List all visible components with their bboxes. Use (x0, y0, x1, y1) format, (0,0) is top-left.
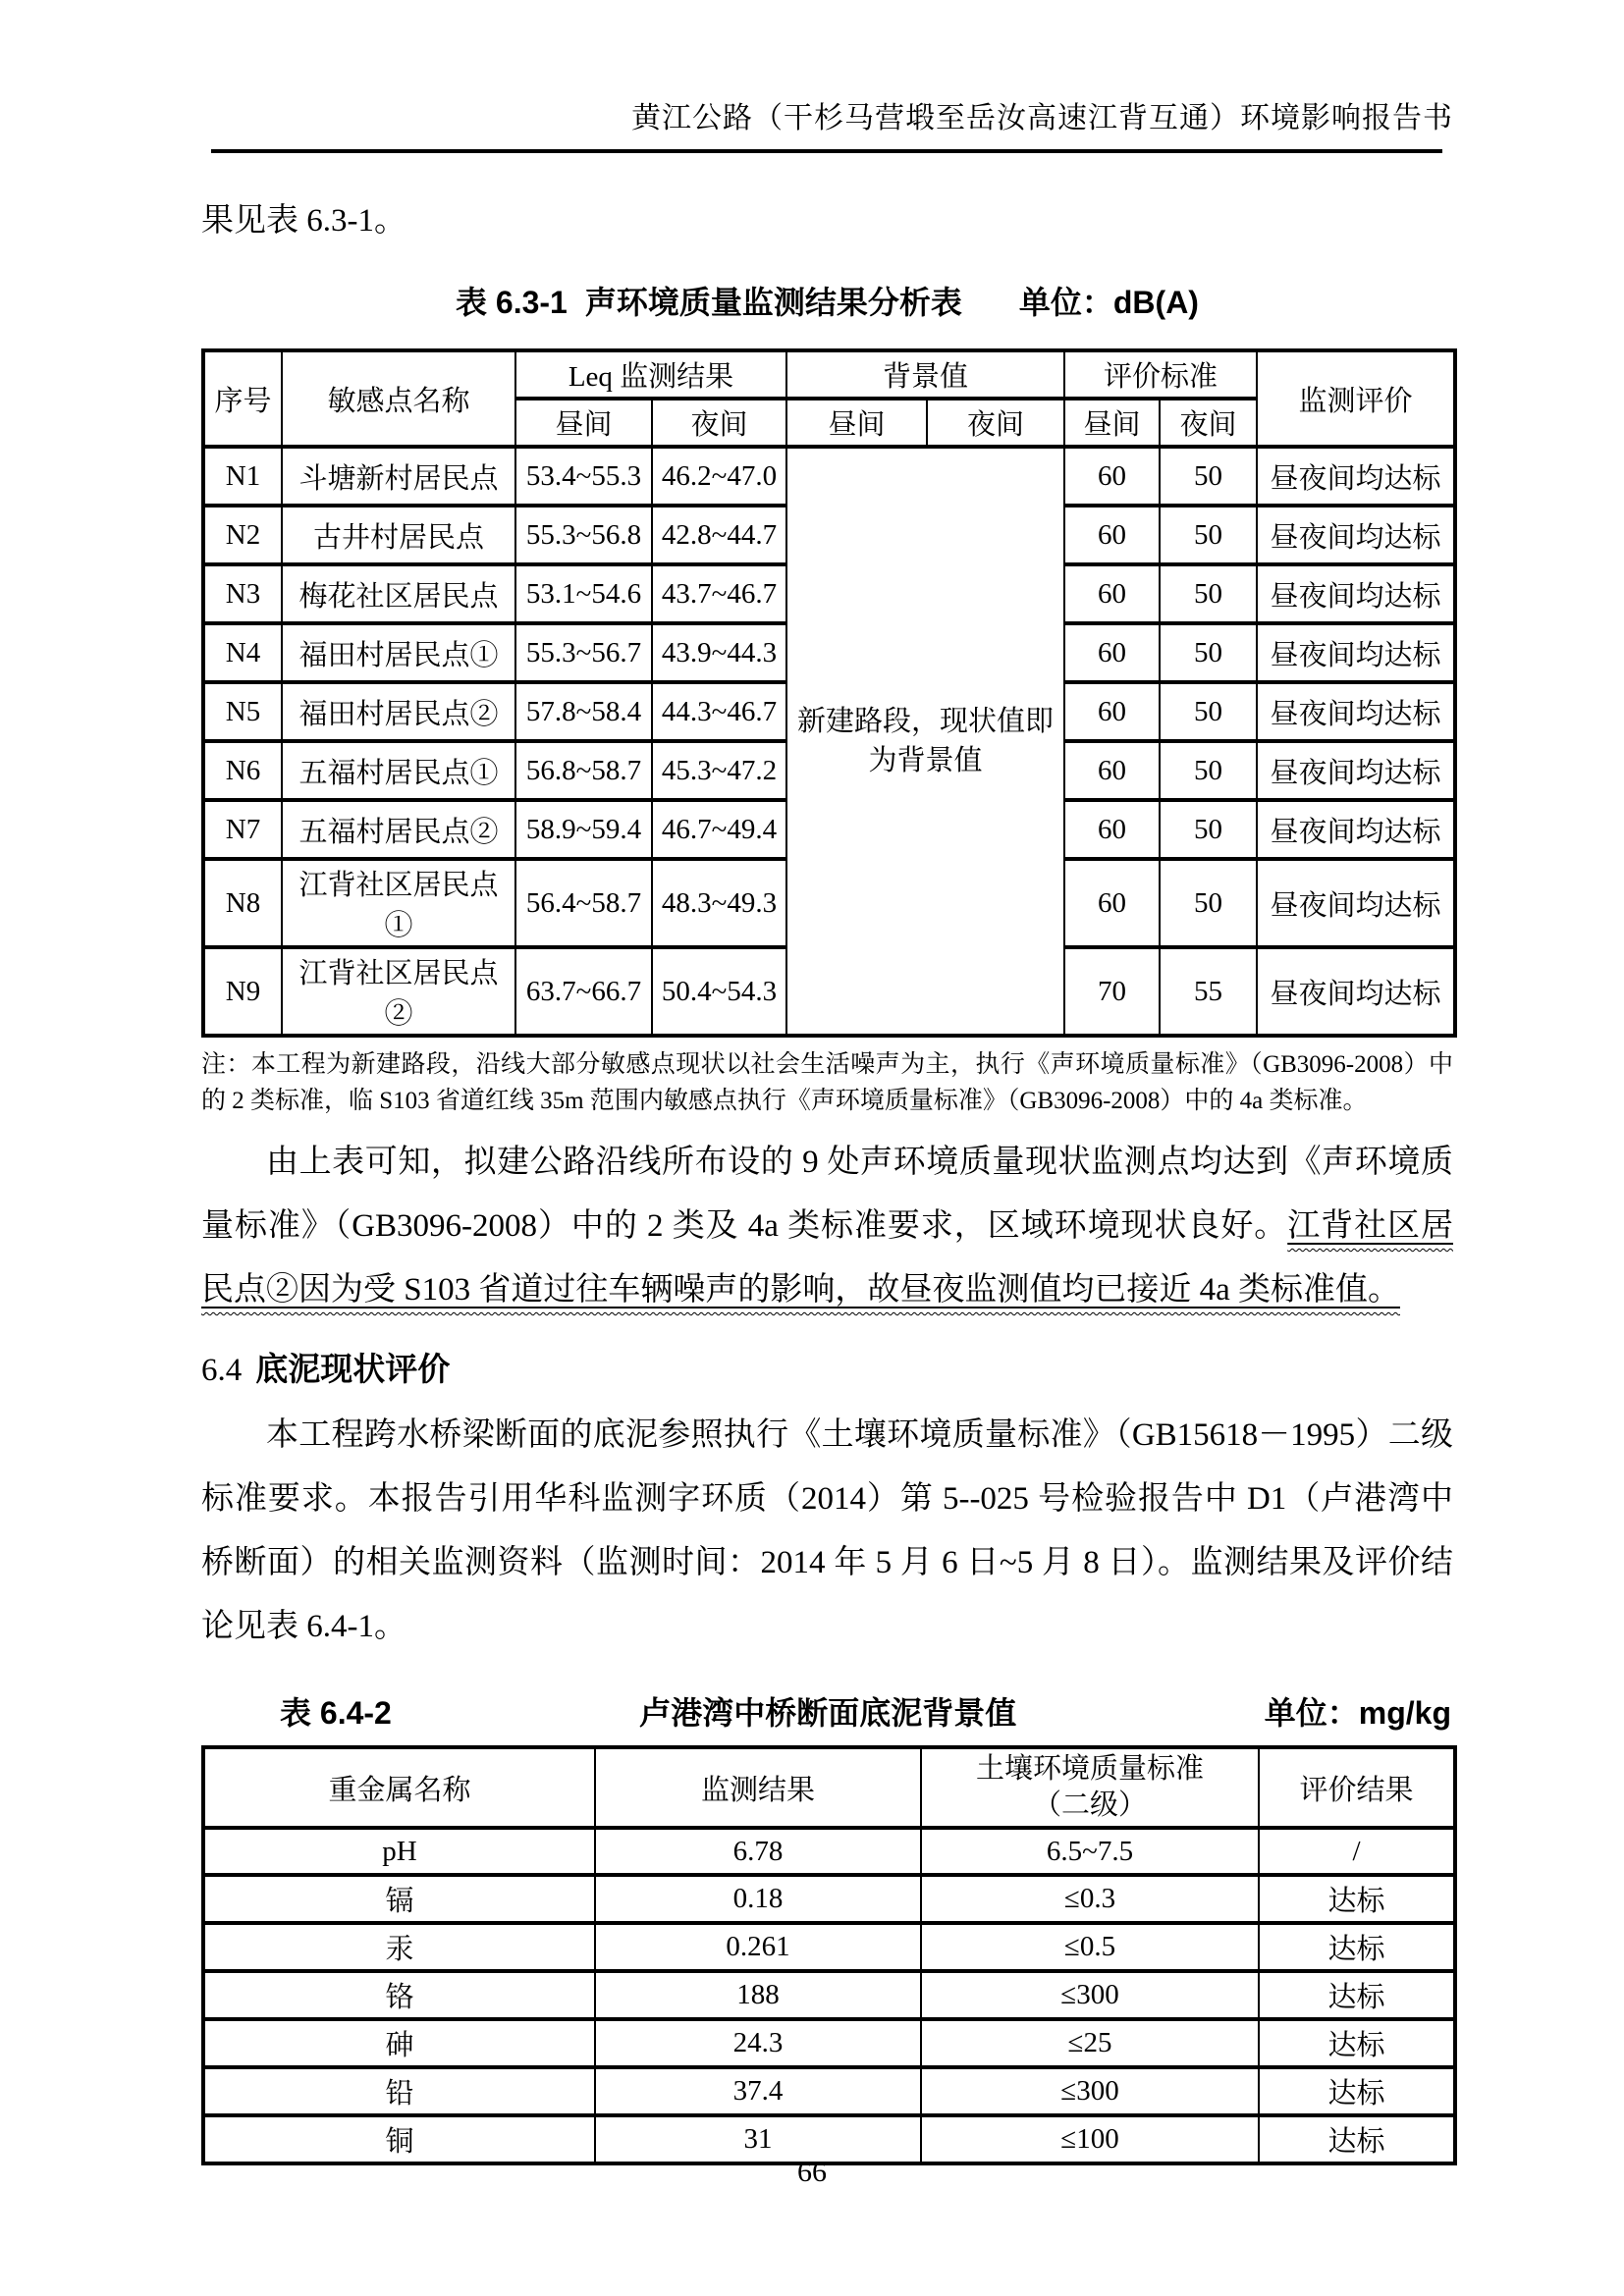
cell-name: 梅花社区居民点 (282, 564, 515, 623)
cell-eval: 昼夜间均达标 (1257, 564, 1455, 623)
sediment-paragraph: 本工程跨水桥梁断面的底泥参照执行《土壤环境质量标准》（GB15618－1995）二级标准要求。本报告引用华科监测字环质（2014）第 5--025 号检验报告中 D1（卢港湾中桥断面）的相关监测资料（监测时间：2014 年 5 月 6 日~5 月 8 日）。监测结果及评价结论见表 6.4-1。 (201, 1417, 1453, 1644)
cell-standard: 6.5~7.5 (921, 1828, 1259, 1875)
cell-eval: 达标 (1259, 1923, 1455, 1971)
noise-table-caption-label: 表 6.3-1 (456, 285, 568, 320)
section-number: 6.4 (201, 1353, 243, 1388)
sediment-background-table (201, 1745, 1457, 2165)
cell-result: 0.261 (595, 1923, 921, 1971)
analysis-text-normal: 由上表可知，拟建公路沿线所布设的 9 处声环境质量现状监测点均达到《声环境质量标准》（GB3096-2008）中的 2 类及 4a 类标准要求，区域环境现状良好。 (201, 1145, 1453, 1244)
cell-leq-day: 56.8~58.7 (515, 741, 652, 800)
header-std-day: 昼间 (1064, 399, 1160, 447)
analysis-text-underlined: 江背社区居民点②因为受 S103 省道过往车辆噪声的影响，故昼夜监测值均已接近 4a 类标准值。 (201, 1208, 1454, 1308)
cell-std-night: 50 (1160, 741, 1257, 800)
header-std-night: 夜间 (1160, 399, 1257, 447)
cell-result: 188 (595, 1971, 921, 2019)
cell-std-day: 60 (1064, 800, 1160, 859)
sediment-row (203, 1923, 1455, 1971)
cell-standard: ≤0.3 (921, 1875, 1259, 1923)
cell-no: N6 (203, 741, 282, 800)
cell-eval: / (1259, 1828, 1455, 1875)
section-title: 底泥现状评价 (255, 1351, 451, 1387)
cell-std-night: 50 (1160, 506, 1257, 564)
header-result: 监测结果 (595, 1747, 921, 1828)
cell-metal: 铬 (203, 1971, 595, 2019)
noise-table-header-row-1 (203, 350, 1455, 399)
cell-metal: 砷 (203, 2019, 595, 2067)
sediment-row (203, 1971, 1455, 2019)
cell-eval: 达标 (1259, 2067, 1455, 2115)
intro-text: 果见表 6.3-1。 (201, 203, 406, 239)
cell-standard: ≤100 (921, 2115, 1259, 2163)
page-number: 66 (797, 2156, 827, 2188)
noise-monitoring-table (201, 348, 1457, 1038)
cell-metal: pH (203, 1828, 595, 1875)
running-header: 黄江公路（干杉马营塅至岳汝高速江背互通）环境影响报告书 (631, 102, 1453, 134)
cell-leq-day: 63.7~66.7 (515, 947, 652, 1036)
cell-std-day: 60 (1064, 564, 1160, 623)
cell-eval: 昼夜间均达标 (1257, 741, 1455, 800)
cell-no: N4 (203, 623, 282, 682)
cell-name: 五福村居民点① (282, 741, 515, 800)
cell-no: N3 (203, 564, 282, 623)
section-heading (201, 1348, 1453, 1392)
cell-name: 江背社区居民点① (282, 859, 515, 947)
cell-eval: 昼夜间均达标 (1257, 506, 1455, 564)
cell-leq-night: 42.8~44.7 (652, 506, 786, 564)
cell-no: N2 (203, 506, 282, 564)
cell-eval: 昼夜间均达标 (1257, 682, 1455, 741)
cell-standard: ≤300 (921, 1971, 1259, 2019)
cell-leq-day: 56.4~58.7 (515, 859, 652, 947)
sediment-row (203, 1875, 1455, 1923)
cell-name: 江背社区居民点② (282, 947, 515, 1036)
noise-table-caption (201, 278, 1453, 323)
cell-std-night: 50 (1160, 564, 1257, 623)
cell-eval: 达标 (1259, 1875, 1455, 1923)
header-standard (921, 1747, 1259, 1828)
header-bg-night: 夜间 (927, 399, 1064, 447)
cell-std-day: 60 (1064, 741, 1160, 800)
header-evaluation: 评价结果 (1259, 1747, 1455, 1828)
cell-eval: 达标 (1259, 2115, 1455, 2163)
header-bg-day: 昼间 (786, 399, 927, 447)
cell-eval: 昼夜间均达标 (1257, 947, 1455, 1036)
cell-leq-night: 46.7~49.4 (652, 800, 786, 859)
header-leq-day: 昼间 (515, 399, 652, 447)
cell-no: N7 (203, 800, 282, 859)
cell-metal: 铜 (203, 2115, 595, 2163)
header-col-no: 序号 (203, 350, 282, 447)
cell-no: N9 (203, 947, 282, 1036)
sediment-table-caption-title: 卢港湾中桥断面底泥背景值 (639, 1695, 1017, 1731)
sediment-table-caption-label: 表 6.4-2 (280, 1695, 392, 1731)
cell-leq-night: 45.3~47.2 (652, 741, 786, 800)
cell-leq-night: 50.4~54.3 (652, 947, 786, 1036)
cell-std-night: 50 (1160, 682, 1257, 741)
cell-name: 福田村居民点① (282, 623, 515, 682)
cell-std-night: 50 (1160, 447, 1257, 506)
header-group-standard: 评价标准 (1064, 350, 1257, 399)
header-col-name: 敏感点名称 (282, 350, 515, 447)
cell-std-day: 70 (1064, 947, 1160, 1036)
cell-leq-night: 48.3~49.3 (652, 859, 786, 947)
sediment-table-caption (201, 1688, 1453, 1734)
sediment-row (203, 2067, 1455, 2115)
cell-name: 五福村居民点② (282, 800, 515, 859)
sediment-row (203, 1828, 1455, 1875)
cell-eval: 昼夜间均达标 (1257, 623, 1455, 682)
cell-result: 24.3 (595, 2019, 921, 2067)
cell-standard: ≤0.5 (921, 1923, 1259, 1971)
header-standard-line2: （二级） (1032, 1789, 1147, 1821)
header-metal: 重金属名称 (203, 1747, 595, 1828)
cell-std-night: 50 (1160, 623, 1257, 682)
cell-std-night: 50 (1160, 859, 1257, 947)
cell-leq-day: 57.8~58.4 (515, 682, 652, 741)
cell-metal: 汞 (203, 1923, 595, 1971)
cell-std-day: 60 (1064, 623, 1160, 682)
cell-leq-night: 44.3~46.7 (652, 682, 786, 741)
cell-standard: ≤300 (921, 2067, 1259, 2115)
cell-eval: 昼夜间均达标 (1257, 800, 1455, 859)
cell-eval: 达标 (1259, 2019, 1455, 2067)
cell-no: N5 (203, 682, 282, 741)
header-group-leq: Leq 监测结果 (515, 350, 786, 399)
cell-eval: 昼夜间均达标 (1257, 859, 1455, 947)
cell-std-night: 55 (1160, 947, 1257, 1036)
analysis-paragraph (201, 1131, 1453, 1322)
cell-metal: 铅 (203, 2067, 595, 2115)
cell-std-day: 60 (1064, 447, 1160, 506)
cell-metal: 镉 (203, 1875, 595, 1923)
noise-row (203, 447, 1455, 506)
cell-leq-night: 43.9~44.3 (652, 623, 786, 682)
cell-result: 0.18 (595, 1875, 921, 1923)
cell-std-night: 50 (1160, 800, 1257, 859)
sediment-table-header-row (203, 1747, 1455, 1828)
cell-result: 37.4 (595, 2067, 921, 2115)
cell-leq-day: 53.4~55.3 (515, 447, 652, 506)
cell-name: 斗塘新村居民点 (282, 447, 515, 506)
cell-eval: 昼夜间均达标 (1257, 447, 1455, 506)
sediment-row (203, 2019, 1455, 2067)
noise-table-footnote: 注：本工程为新建路段，沿线大部分敏感点现状以社会生活噪声为主，执行《声环境质量标准》（GB3096-2008）中的 2 类标准，临 S103 省道红线 35m 范围内敏感点执行《声环境质量标准》（GB3096-2008）中的 4a 类标准。 (201, 1051, 1453, 1114)
noise-table-caption-title: 声环境质量监测结果分析表 (584, 285, 962, 320)
header-group-background: 背景值 (786, 350, 1064, 399)
cell-leq-day: 53.1~54.6 (515, 564, 652, 623)
cell-result: 31 (595, 2115, 921, 2163)
header-rule (211, 149, 1442, 153)
sediment-table-caption-unit: 单位：mg/kg (1264, 1695, 1451, 1731)
cell-background-note: 新建路段，现状值即为背景值 (786, 447, 1064, 1036)
cell-std-day: 60 (1064, 682, 1160, 741)
cell-standard: ≤25 (921, 2019, 1259, 2067)
cell-no: N1 (203, 447, 282, 506)
cell-std-day: 60 (1064, 859, 1160, 947)
noise-table-caption-unit: 单位：dB(A) (1018, 285, 1199, 320)
cell-no: N8 (203, 859, 282, 947)
header-leq-night: 夜间 (652, 399, 786, 447)
cell-name: 古井村居民点 (282, 506, 515, 564)
cell-leq-day: 58.9~59.4 (515, 800, 652, 859)
cell-leq-day: 55.3~56.7 (515, 623, 652, 682)
cell-leq-night: 46.2~47.0 (652, 447, 786, 506)
cell-std-day: 60 (1064, 506, 1160, 564)
cell-eval: 达标 (1259, 1971, 1455, 2019)
cell-leq-day: 55.3~56.8 (515, 506, 652, 564)
cell-result: 6.78 (595, 1828, 921, 1875)
header-standard-line1: 土壤环境质量标准 (975, 1753, 1204, 1785)
cell-leq-night: 43.7~46.7 (652, 564, 786, 623)
header-col-eval: 监测评价 (1257, 350, 1455, 447)
cell-name: 福田村居民点② (282, 682, 515, 741)
